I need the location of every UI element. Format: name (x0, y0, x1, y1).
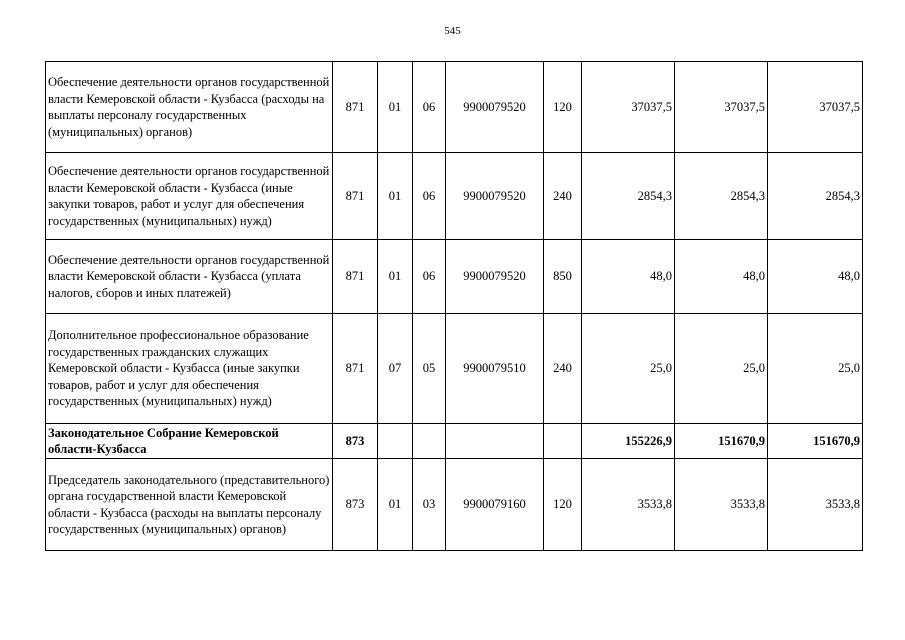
cell-name: Законодательное Собрание Кемеровской области-Кузбасса (46, 424, 333, 459)
table-row (46, 62, 863, 153)
cell-section: 01 (378, 62, 413, 153)
cell-sum-year-2: 151670,9 (675, 424, 768, 459)
table-row (46, 240, 863, 314)
cell-sum-year-2: 3533,8 (675, 459, 768, 551)
cell-target-article (446, 424, 544, 459)
cell-sum-year-3: 151670,9 (768, 424, 863, 459)
cell-section (378, 424, 413, 459)
page-number: 545 (444, 25, 461, 37)
cell-name: Обеспечение деятельности органов государственной власти Кемеровской области - Кузбасса (уплата налогов, сборов и иных платежей) (46, 240, 333, 314)
cell-section: 07 (378, 314, 413, 424)
table-row (46, 153, 863, 240)
table-row (46, 459, 863, 551)
cell-sum-year-1: 25,0 (582, 314, 675, 424)
cell-grbs: 871 (333, 153, 378, 240)
cell-subsection: 06 (413, 153, 446, 240)
cell-expense-type (544, 424, 582, 459)
table-row (46, 424, 863, 459)
cell-expense-type: 120 (544, 62, 582, 153)
cell-name: Обеспечение деятельности органов государственной власти Кемеровской области - Кузбасса (расходы на выплаты персоналу государственных (муниципальных) органов) (46, 62, 333, 153)
cell-sum-year-3: 2854,3 (768, 153, 863, 240)
cell-sum-year-3: 37037,5 (768, 62, 863, 153)
cell-grbs: 871 (333, 314, 378, 424)
cell-expense-type: 120 (544, 459, 582, 551)
cell-sum-year-2: 2854,3 (675, 153, 768, 240)
cell-section: 01 (378, 459, 413, 551)
cell-sum-year-2: 25,0 (675, 314, 768, 424)
cell-sum-year-3: 3533,8 (768, 459, 863, 551)
cell-sum-year-1: 48,0 (582, 240, 675, 314)
cell-target-article: 9900079520 (446, 153, 544, 240)
cell-expense-type: 850 (544, 240, 582, 314)
cell-sum-year-3: 48,0 (768, 240, 863, 314)
cell-name: Дополнительное профессиональное образование государственных гражданских служащих Кемеровской области - Кузбасса (иные закупки товаров, работ и услуг для обеспечения государственных (муниципальных) нужд) (46, 314, 333, 424)
cell-name: Председатель законодательного (представительного) органа государственной власти Кемеровской области - Кузбасса (расходы на выплаты персоналу государственных (муниципальных) органов) (46, 459, 333, 551)
cell-grbs: 873 (333, 459, 378, 551)
cell-subsection (413, 424, 446, 459)
cell-grbs: 871 (333, 240, 378, 314)
cell-sum-year-2: 48,0 (675, 240, 768, 314)
cell-target-article: 9900079510 (446, 314, 544, 424)
cell-sum-year-1: 2854,3 (582, 153, 675, 240)
cell-expense-type: 240 (544, 314, 582, 424)
budget-table (45, 61, 863, 551)
cell-subsection: 06 (413, 62, 446, 153)
cell-subsection: 06 (413, 240, 446, 314)
cell-sum-year-1: 155226,9 (582, 424, 675, 459)
cell-grbs: 873 (333, 424, 378, 459)
cell-target-article: 9900079520 (446, 62, 544, 153)
cell-section: 01 (378, 153, 413, 240)
cell-sum-year-3: 25,0 (768, 314, 863, 424)
table-row (46, 314, 863, 424)
cell-grbs: 871 (333, 62, 378, 153)
cell-subsection: 03 (413, 459, 446, 551)
table-body (46, 62, 863, 551)
cell-sum-year-1: 3533,8 (582, 459, 675, 551)
cell-sum-year-2: 37037,5 (675, 62, 768, 153)
cell-target-article: 9900079520 (446, 240, 544, 314)
cell-expense-type: 240 (544, 153, 582, 240)
cell-sum-year-1: 37037,5 (582, 62, 675, 153)
cell-section: 01 (378, 240, 413, 314)
cell-name: Обеспечение деятельности органов государственной власти Кемеровской области - Кузбасса (иные закупки товаров, работ и услуг для обеспечения государственных (муниципальных) нужд) (46, 153, 333, 240)
cell-subsection: 05 (413, 314, 446, 424)
cell-target-article: 9900079160 (446, 459, 544, 551)
